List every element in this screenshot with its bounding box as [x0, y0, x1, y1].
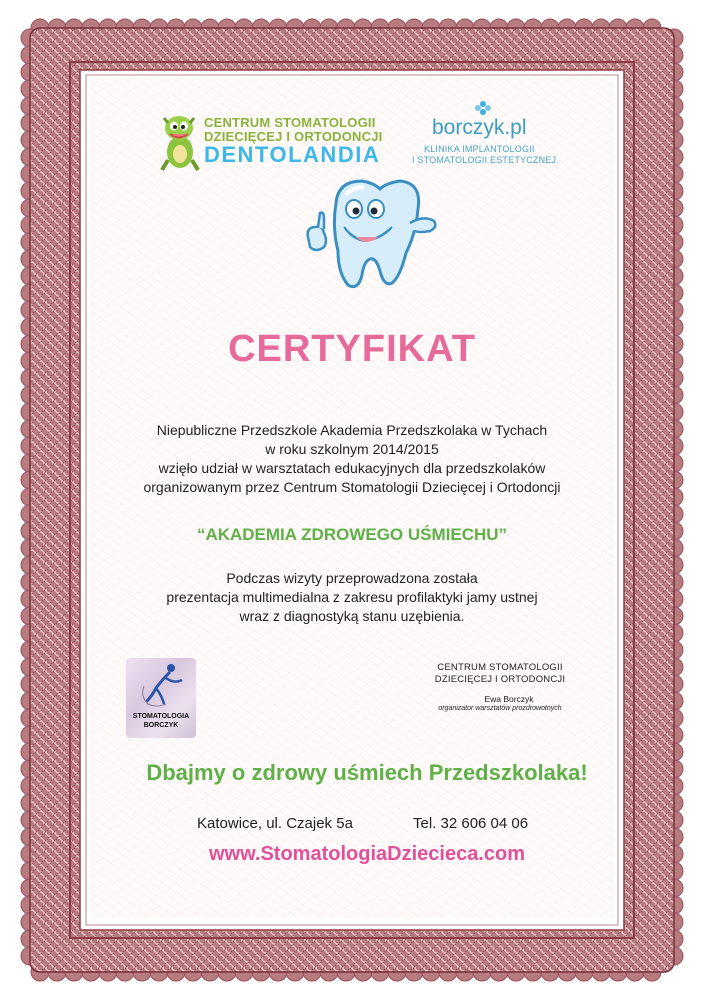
dragon-icon — [158, 112, 202, 174]
website-link[interactable]: www.StomatologiaDziecieca.com — [208, 843, 525, 865]
body-line: Podczas wizyty przeprowadzona została — [226, 570, 478, 586]
stamp-label — [126, 712, 196, 730]
signatory-role: organizator warsztatów prozdrowotnych — [438, 705, 562, 712]
address: Katowice, ul. Czajek 5a — [197, 815, 353, 832]
dentolandia-brand: DENTOLANDIA — [204, 142, 381, 167]
program-name: “AKADEMIA ZDROWEGO UŚMIECHU” — [196, 525, 508, 544]
body-line: w roku szkolnym 2014/2015 — [265, 441, 439, 457]
slogan: Dbajmy o zdrowy uśmiech Przedszkolaka! — [146, 760, 588, 785]
signatory-name: Ewa Borczyk — [484, 694, 534, 704]
flower-icon — [474, 100, 492, 116]
body-line: organizowanym przez Centrum Stomatologii Dziecięcej i Ortodoncji — [143, 479, 561, 495]
dentolandia-logo — [158, 112, 408, 174]
borczyk-logo — [412, 100, 582, 172]
certificate-body-2 — [80, 569, 624, 626]
borczyk-subtitle-1: KLINIKA IMPLANTOLOGII — [424, 144, 535, 154]
tooth-icon — [306, 175, 440, 293]
borczyk-subtitle-2: I STOMATOLOGII ESTETYCZNEJ — [412, 155, 557, 165]
certificate-body — [80, 421, 624, 497]
signature-center-line-1: CENTRUM STOMATOLOGII — [437, 662, 563, 673]
hologram-stamp — [126, 658, 196, 738]
body-line: Niepubliczne Przedszkole Akademia Przedszkolaka w Tychach — [156, 422, 548, 438]
stamp-line-1: STOMATOLOGIA — [132, 713, 190, 720]
body-line: wraz z diagnostyką stanu uzębienia. — [239, 608, 465, 624]
signature-center-line-2: DZIECIĘCEJ I ORTODONCJI — [434, 674, 566, 685]
body-line: wzięło udział w warsztatach edukacyjnych dla przedszkolaków — [158, 460, 546, 476]
borczyk-name: borczyk.pl — [432, 116, 527, 139]
phone: Tel. 32 606 04 06 — [413, 815, 529, 832]
body-line: prezentacja multimedialna z zakresu profilaktyki jamy ustnej — [166, 589, 538, 605]
dentolandia-line1: CENTRUM STOMATOLOGII — [204, 115, 376, 130]
dentolandia-line2: DZIECIĘCEJ I ORTODONCJI — [204, 129, 383, 144]
certificate-title: CERTYFIKAT — [228, 328, 476, 370]
stamp-line-2: BORCZYK — [143, 722, 179, 729]
figure-icon — [126, 658, 196, 710]
